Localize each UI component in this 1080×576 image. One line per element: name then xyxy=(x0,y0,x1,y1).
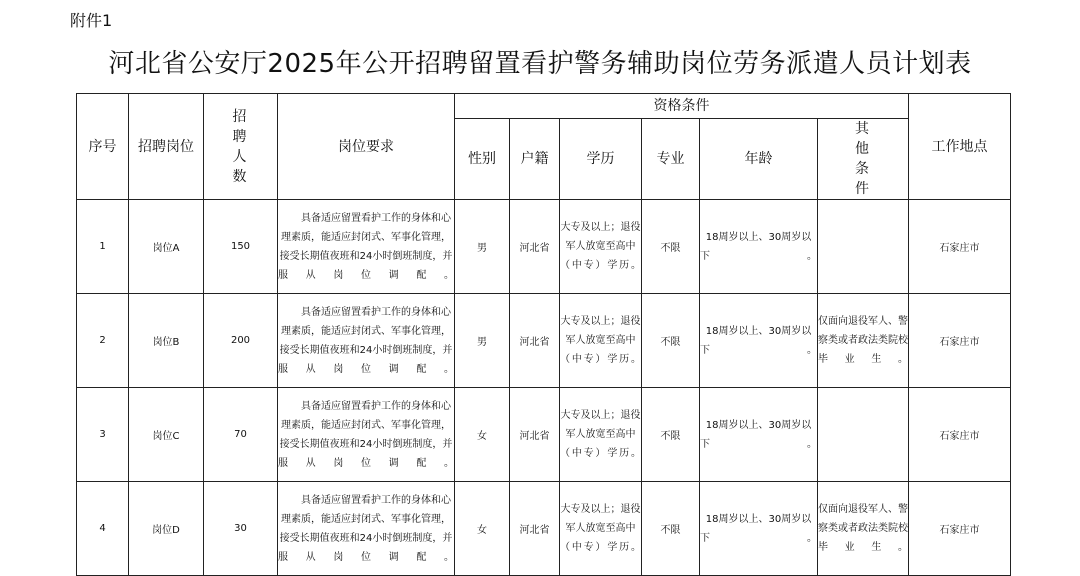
cell-position: 岗位B xyxy=(129,294,204,388)
cell-count: 150 xyxy=(204,200,278,294)
cell-requirement: 具备适应留置看护工作的身体和心理素质，能适应封闭式、军事化管理，接受长期值夜班和24小时倒班制度，并服从岗位调配。 xyxy=(278,482,455,576)
cell-position: 岗位A xyxy=(129,200,204,294)
cell-household: 河北省 xyxy=(510,388,560,482)
cell-age: 18周岁以上、30周岁以下。 xyxy=(700,482,818,576)
cell-seq: 3 xyxy=(77,388,129,482)
cell-location: 石家庄市 xyxy=(909,200,1011,294)
cell-location: 石家庄市 xyxy=(909,482,1011,576)
cell-major: 不限 xyxy=(642,482,700,576)
cell-education: 大专及以上；退役军人放宽至高中（中专）学历。 xyxy=(560,200,642,294)
cell-location: 石家庄市 xyxy=(909,294,1011,388)
cell-education: 大专及以上；退役军人放宽至高中（中专）学历。 xyxy=(560,388,642,482)
header-seq: 序号 xyxy=(77,94,129,200)
table-row xyxy=(77,200,1011,294)
header-location: 工作地点 xyxy=(909,94,1011,200)
cell-location: 石家庄市 xyxy=(909,388,1011,482)
header-household: 户籍 xyxy=(510,119,560,200)
cell-position: 岗位C xyxy=(129,388,204,482)
cell-other: 仅面向退役军人、警察类或者政法类院校毕业生。 xyxy=(818,482,909,576)
cell-household: 河北省 xyxy=(510,294,560,388)
page-title: 河北省公安厅2025年公开招聘留置看护警务辅助岗位劳务派遣人员计划表 xyxy=(108,49,972,79)
cell-major: 不限 xyxy=(642,388,700,482)
cell-gender: 男 xyxy=(455,200,510,294)
cell-education: 大专及以上；退役军人放宽至高中（中专）学历。 xyxy=(560,294,642,388)
cell-gender: 女 xyxy=(455,482,510,576)
attachment-label: 附件1 xyxy=(70,11,113,30)
header-requirement: 岗位要求 xyxy=(278,94,455,200)
cell-major: 不限 xyxy=(642,294,700,388)
header-position: 招聘岗位 xyxy=(129,94,204,200)
recruitment-plan-table xyxy=(76,93,1011,576)
header-count: 招聘人数 xyxy=(204,94,278,200)
table-row xyxy=(77,482,1011,576)
cell-gender: 女 xyxy=(455,388,510,482)
cell-other xyxy=(818,388,909,482)
cell-position: 岗位D xyxy=(129,482,204,576)
header-major: 专业 xyxy=(642,119,700,200)
cell-other xyxy=(818,200,909,294)
header-gender: 性别 xyxy=(455,119,510,200)
cell-requirement: 具备适应留置看护工作的身体和心理素质，能适应封闭式、军事化管理，接受长期值夜班和24小时倒班制度，并服从岗位调配。 xyxy=(278,200,455,294)
cell-age: 18周岁以上、30周岁以下。 xyxy=(700,388,818,482)
cell-count: 200 xyxy=(204,294,278,388)
cell-education: 大专及以上；退役军人放宽至高中（中专）学历。 xyxy=(560,482,642,576)
cell-household: 河北省 xyxy=(510,482,560,576)
cell-count: 70 xyxy=(204,388,278,482)
cell-household: 河北省 xyxy=(510,200,560,294)
cell-requirement: 具备适应留置看护工作的身体和心理素质，能适应封闭式、军事化管理，接受长期值夜班和24小时倒班制度，并服从岗位调配。 xyxy=(278,388,455,482)
cell-requirement: 具备适应留置看护工作的身体和心理素质，能适应封闭式、军事化管理，接受长期值夜班和24小时倒班制度，并服从岗位调配。 xyxy=(278,294,455,388)
header-qualification: 资格条件 xyxy=(455,94,909,119)
header-other: 其他条件 xyxy=(818,119,909,200)
header-age: 年龄 xyxy=(700,119,818,200)
cell-age: 18周岁以上、30周岁以下。 xyxy=(700,294,818,388)
cell-other: 仅面向退役军人、警察类或者政法类院校毕业生。 xyxy=(818,294,909,388)
table-row xyxy=(77,388,1011,482)
header-education: 学历 xyxy=(560,119,642,200)
cell-gender: 男 xyxy=(455,294,510,388)
cell-count: 30 xyxy=(204,482,278,576)
cell-seq: 4 xyxy=(77,482,129,576)
cell-age: 18周岁以上、30周岁以下。 xyxy=(700,200,818,294)
table-row xyxy=(77,294,1011,388)
cell-seq: 1 xyxy=(77,200,129,294)
cell-major: 不限 xyxy=(642,200,700,294)
header-row-top xyxy=(77,94,1011,119)
cell-seq: 2 xyxy=(77,294,129,388)
